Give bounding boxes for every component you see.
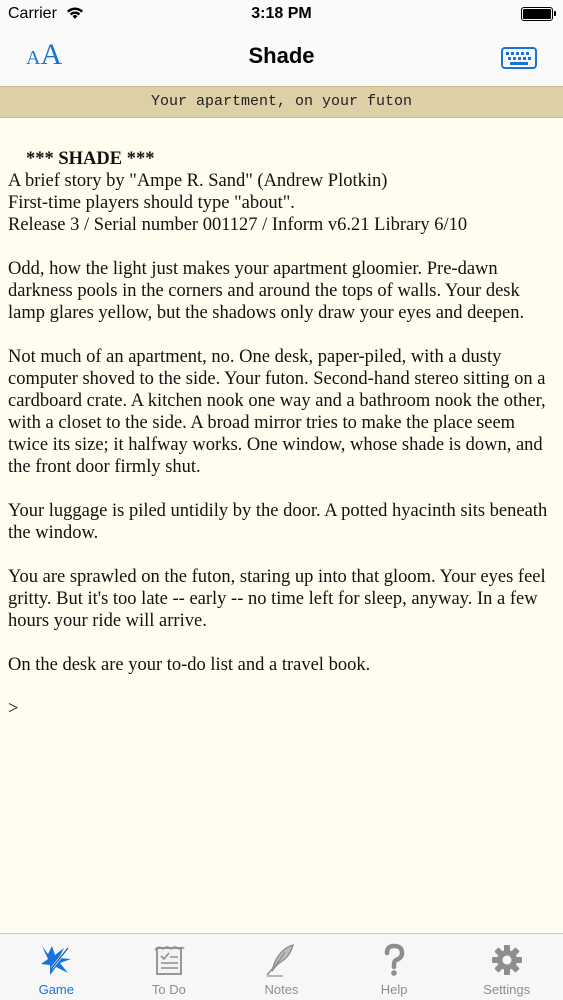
tab-help[interactable] <box>338 934 451 1000</box>
location-bar: Your apartment, on your futon <box>0 86 563 118</box>
settings-icon <box>489 942 525 978</box>
clock: 3:18 PM <box>251 5 312 22</box>
tab-game[interactable] <box>0 934 113 1000</box>
credit-line: Release 3 / Serial number 001127 / Inform v6.21 Library 6/10 <box>8 215 468 235</box>
story-credits <box>8 170 553 236</box>
story-text <box>8 148 553 720</box>
credit-line: A brief story by "Ampe R. Sand" (Andrew Plotkin) <box>8 171 388 191</box>
tab-todo[interactable] <box>113 934 226 1000</box>
story-paragraph: On the desk are your to-do list and a travel book. <box>8 655 371 675</box>
tab-bar <box>0 933 563 1000</box>
game-icon <box>38 942 74 978</box>
command-prompt[interactable]: > <box>8 699 19 719</box>
tab-label: Game <box>38 982 74 997</box>
font-size-large-glyph: A <box>40 38 63 71</box>
page-title: Shade <box>248 43 315 68</box>
carrier-label: Carrier <box>8 5 57 22</box>
tab-label: Settings <box>483 982 531 997</box>
keyboard-icon[interactable] <box>501 47 537 69</box>
story-paragraph: You are sprawled on the futon, staring up into that gloom. Your eyes feel gritty. But it's too late -- early -- no time left for sleep, anyway. In a few hours your ride will arrive. <box>8 567 546 631</box>
tab-notes[interactable] <box>225 934 338 1000</box>
notes-icon <box>263 942 299 978</box>
status-bar <box>0 0 563 30</box>
story-paragraph: Odd, how the light just makes your apartment gloomier. Pre-dawn darkness pools in the corners and around the tops of walls. Your desk lamp glares yellow, but the shadows only draw your eyes and deepen. <box>8 259 525 323</box>
story-paragraph: Not much of an apartment, no. One desk, paper-piled, with a dusty computer shoved to the side. Your futon. Second-hand stereo sitting on a cardboard crate. A kitchen nook one way and a bathroom nook the other, with a closet to the side. A broad mirror tries to make the place seem twice its size; it halfway works. One window, whose shade is down, and the front door firmly shut. <box>8 347 546 477</box>
tab-label: To Do <box>151 982 186 997</box>
help-icon <box>376 942 412 978</box>
navigation-bar <box>0 30 563 86</box>
story-paragraph: Your luggage is piled untidily by the door. A potted hyacinth sits beneath the window. <box>8 501 548 543</box>
todo-icon <box>151 942 187 978</box>
tab-label: Notes <box>264 982 299 997</box>
credit-line: First-time players should type "about". <box>8 193 295 213</box>
tab-label: Help <box>380 982 408 997</box>
font-size-small-glyph: A <box>26 47 41 69</box>
story-heading: *** SHADE *** <box>26 149 155 169</box>
battery-icon <box>521 7 553 21</box>
tab-settings[interactable] <box>450 934 563 1000</box>
